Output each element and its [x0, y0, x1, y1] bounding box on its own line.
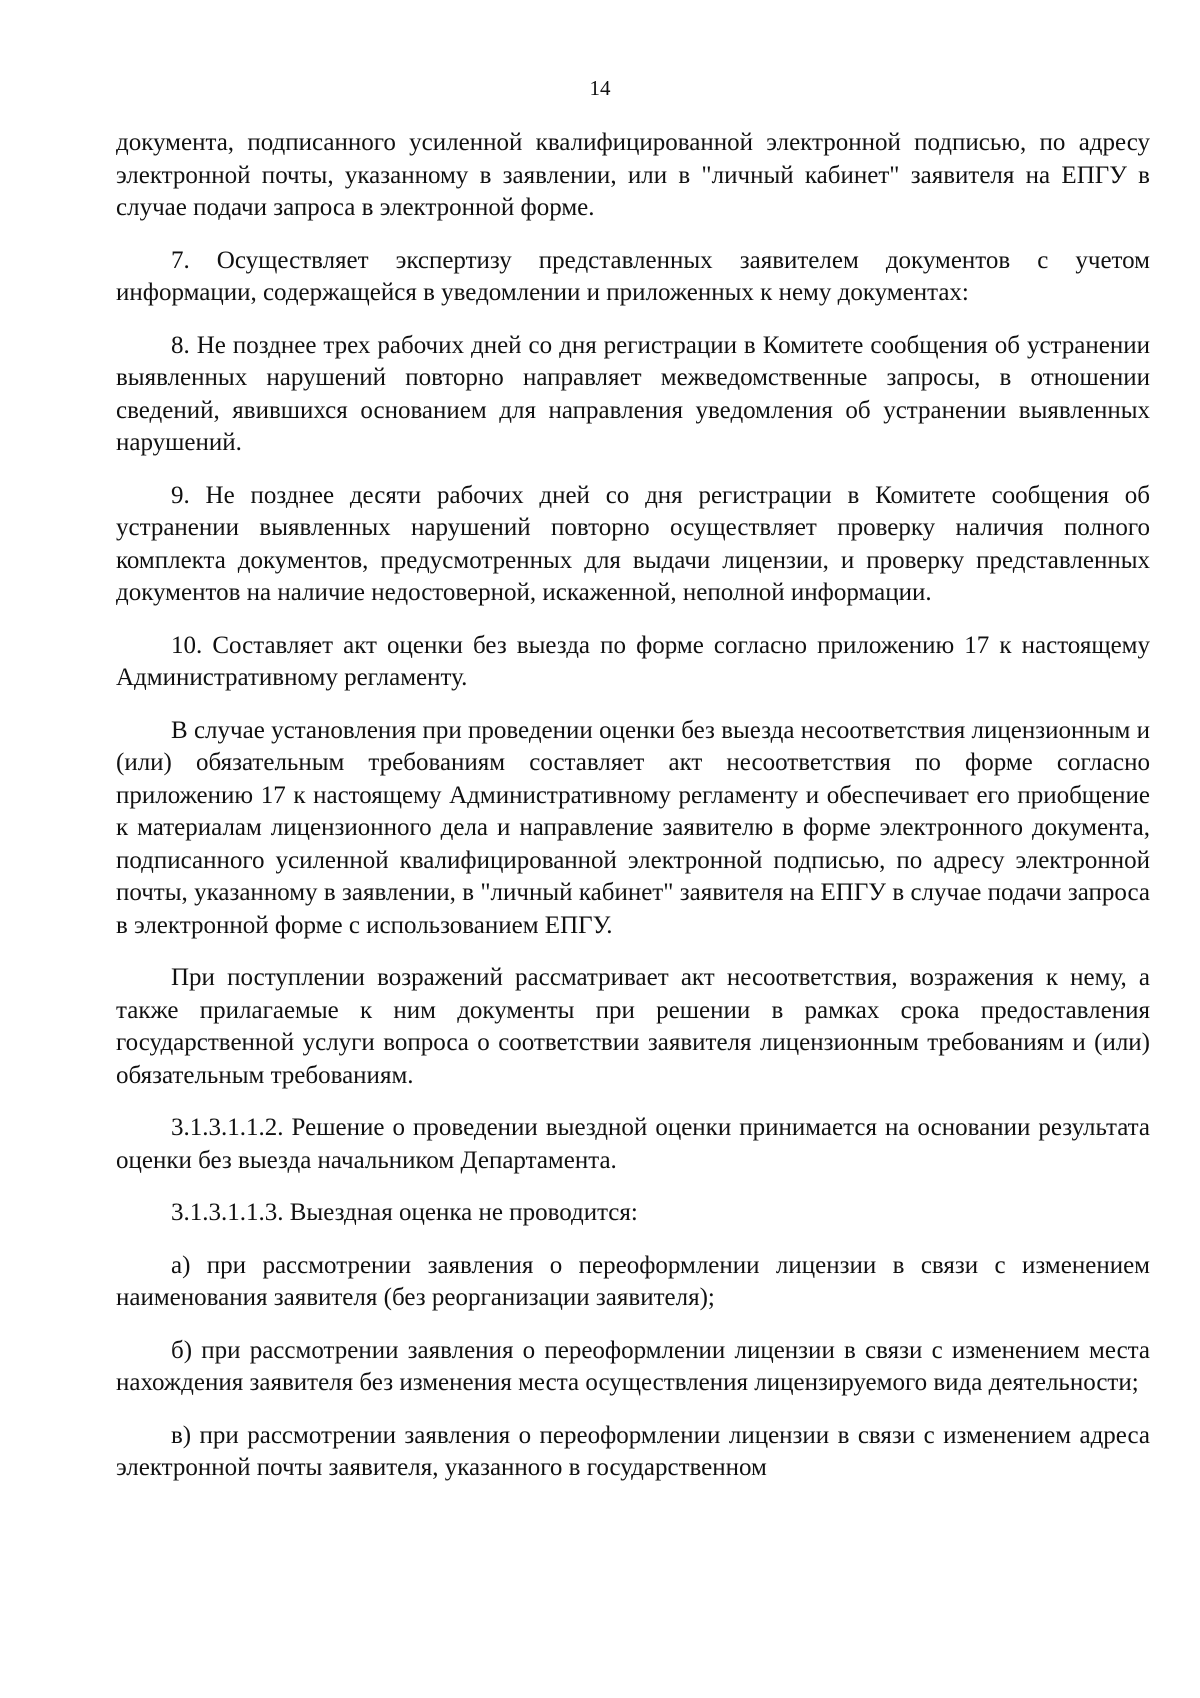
paragraph-item-7: 7. Осуществляет экспертизу представленных заявителем документов с учетом информации, содержащейся в уведомлении и приложенных к нему документах:	[116, 246, 1150, 306]
paragraph-item-9: 9. Не позднее десяти рабочих дней со дня регистрации в Комитете сообщения об устранении выявленных нарушений повторно осуществляет проверку наличия полного комплекта документов, предусмотренных для выдачи лицензии, и проверку представленных документов на наличие недостоверной, искаженной, неполной информации.	[116, 481, 1150, 606]
paragraph-item-v: в) при рассмотрении заявления о переоформлении лицензии в связи с изменением адреса электронной почты заявителя, указанного в государственном	[116, 1421, 1150, 1481]
paragraph-item-a: а) при рассмотрении заявления о переоформлении лицензии в связи с изменением наименования заявителя (без реорганизации заявителя);	[116, 1251, 1150, 1311]
paragraph-item-8: 8. Не позднее трех рабочих дней со дня регистрации в Комитете сообщения об устранении выявленных нарушений повторно направляет межведомственные запросы, в отношении сведений, явившихся основанием для направления уведомления об устранении выявленных нарушений.	[116, 331, 1150, 456]
paragraph-noncompliance: В случае установления при проведении оценки без выезда несоответствия лицензионным и (или) обязательным требованиям составляет акт несоответствия по форме согласно приложению 17 к настоящему Административному регламенту и обеспечивает его приобщение к материалам лицензионного дела и направление заявителю в форме электронного документа, подписанного усиленной квалифицированной электронной подписью, по адресу электронной почты, указанному в заявлении, в "личный кабинет" заявителя на ЕПГУ в случае подачи запроса в электронной форме с использованием ЕПГУ.	[116, 716, 1150, 939]
paragraph-section-3-1-3-1-1-3: 3.1.3.1.1.3. Выездная оценка не проводится:	[171, 1199, 638, 1226]
paragraph-continuation: документа, подписанного усиленной квалифицированной электронной подписью, по адресу электронной почты, указанному в заявлении, или в "личный кабинет" заявителя на ЕПГУ в случае подачи запроса в электронной форме.	[116, 129, 1150, 221]
document-body	[116, 127, 1150, 1505]
paragraph-section-3-1-3-1-1-2: 3.1.3.1.1.2. Решение о проведении выездной оценки принимается на основании результата оценки без выезда начальником Департамента.	[116, 1114, 1150, 1174]
paragraph-objections: При поступлении возражений рассматривает акт несоответствия, возражения к нему, а также прилагаемые к ним документы при решении в рамках срока предоставления государственной услуги вопроса о соответствии заявителя лицензионным требованиям и (или) обязательным требованиям.	[116, 964, 1150, 1089]
paragraph-item-b: б) при рассмотрении заявления о переоформлении лицензии в связи с изменением места нахождения заявителя без изменения места осуществления лицензируемого вида деятельности;	[116, 1336, 1150, 1396]
paragraph-item-10: 10. Составляет акт оценки без выезда по форме согласно приложению 17 к настоящему Административному регламенту.	[116, 631, 1150, 691]
page-number: 14	[589, 76, 611, 100]
